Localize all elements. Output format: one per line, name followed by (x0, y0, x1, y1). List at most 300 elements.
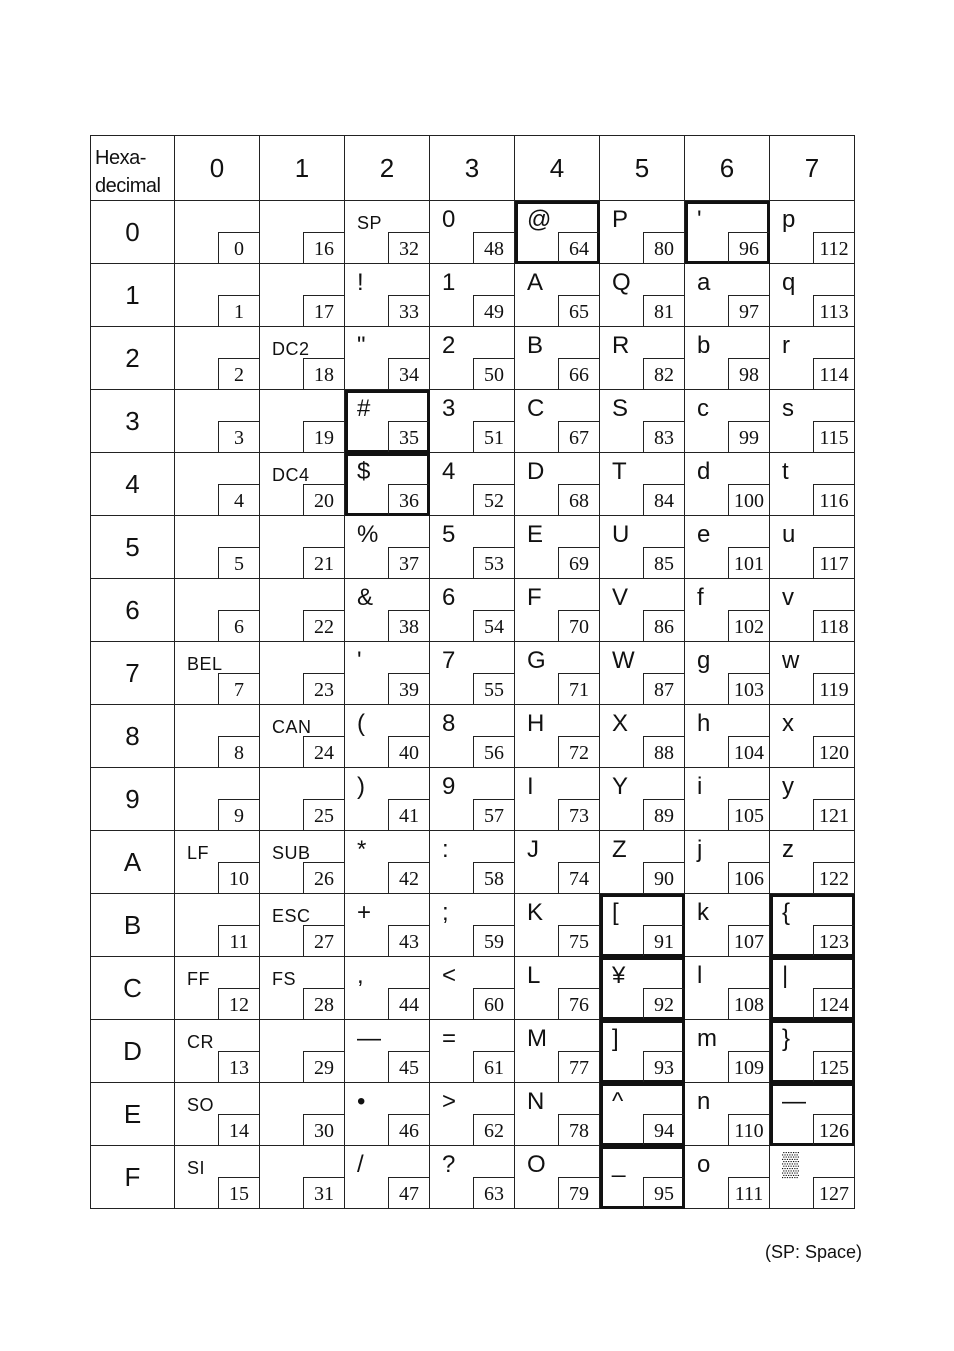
row-header-2: 2 (91, 327, 175, 390)
column-header-3: 3 (430, 136, 515, 201)
cell-character: — (782, 1088, 806, 1115)
code-cell (770, 1083, 855, 1146)
cell-character: M (527, 1025, 547, 1052)
code-cell (175, 390, 260, 453)
code-cell (685, 642, 770, 705)
code-cell (175, 1083, 260, 1146)
cell-code: 124 (813, 988, 854, 1019)
code-cell (260, 894, 345, 957)
cell-character: c (697, 395, 709, 422)
cell-character: h (697, 710, 711, 737)
code-cell (175, 705, 260, 768)
cell-character: SP (357, 213, 383, 233)
code-cell (345, 201, 430, 264)
cell-code: 73 (558, 799, 599, 830)
row-header-8: 8 (91, 705, 175, 768)
cell-character: _ (612, 1151, 626, 1178)
code-cell (430, 705, 515, 768)
cell-character: B (527, 332, 544, 359)
cell-character: DC2 (272, 339, 310, 359)
cell-code: 71 (558, 673, 599, 704)
cell-character: — (357, 1025, 381, 1052)
code-cell (430, 831, 515, 894)
cell-character: 3 (442, 395, 456, 422)
cell-character: ' (697, 206, 702, 233)
code-cell (345, 894, 430, 957)
cell-code: 41 (388, 799, 429, 830)
cell-character: CAN (272, 717, 312, 737)
cell-code: 56 (473, 736, 514, 767)
code-cell (515, 957, 600, 1020)
cell-code: 47 (388, 1177, 429, 1208)
cell-code: 4 (218, 484, 259, 515)
cell-code: 23 (303, 673, 344, 704)
code-cell (260, 768, 345, 831)
cell-code: 125 (813, 1051, 854, 1082)
code-cell (260, 1146, 345, 1209)
code-table (90, 135, 855, 1209)
code-cell (345, 1083, 430, 1146)
cell-character: + (357, 899, 372, 926)
cell-code: 84 (643, 484, 684, 515)
cell-character: p (782, 206, 796, 233)
cell-code: 19 (303, 421, 344, 452)
cell-character: y (782, 773, 794, 800)
cell-character: ▒ (782, 1151, 800, 1178)
cell-character: ^ (612, 1088, 624, 1115)
code-cell (175, 831, 260, 894)
code-cell (345, 957, 430, 1020)
code-cell (430, 957, 515, 1020)
code-cell (770, 642, 855, 705)
cell-code: 108 (728, 988, 769, 1019)
row-header-0: 0 (91, 201, 175, 264)
row-header-6: 6 (91, 579, 175, 642)
cell-character: FS (272, 969, 297, 989)
cell-character: j (697, 836, 703, 863)
code-cell (260, 516, 345, 579)
cell-code: 15 (218, 1177, 259, 1208)
code-cell (600, 1146, 685, 1209)
code-cell (515, 390, 600, 453)
cell-character: ( (357, 710, 365, 737)
character-code-chart (90, 135, 855, 1209)
code-cell (345, 1146, 430, 1209)
column-header-4: 4 (515, 136, 600, 201)
cell-character: 7 (442, 647, 456, 674)
footnote: (SP: Space) (764, 1242, 862, 1262)
cell-character: z (782, 836, 794, 863)
code-cell (175, 1020, 260, 1083)
cell-character: H (527, 710, 545, 737)
cell-character: u (782, 521, 796, 548)
cell-code: 111 (728, 1177, 769, 1208)
cell-character: " (357, 332, 366, 359)
cell-character: i (697, 773, 703, 800)
table-row (91, 831, 855, 894)
cell-code: 22 (303, 610, 344, 641)
code-cell (430, 768, 515, 831)
cell-code: 46 (388, 1114, 429, 1145)
code-cell (260, 201, 345, 264)
cell-code: 91 (643, 925, 684, 956)
cell-character: $ (357, 458, 371, 485)
code-cell (175, 516, 260, 579)
row-header-3: 3 (91, 390, 175, 453)
cell-character: , (357, 962, 364, 989)
cell-code: 31 (303, 1177, 344, 1208)
code-cell (770, 831, 855, 894)
code-cell (770, 264, 855, 327)
cell-code: 70 (558, 610, 599, 641)
cell-code: 45 (388, 1051, 429, 1082)
code-cell (345, 453, 430, 516)
cell-character: r (782, 332, 790, 359)
cell-code: 10 (218, 862, 259, 893)
code-cell (260, 390, 345, 453)
cell-code: 38 (388, 610, 429, 641)
code-cell (515, 705, 600, 768)
cell-code: 12 (218, 988, 259, 1019)
cell-code: 57 (473, 799, 514, 830)
cell-character: * (357, 836, 367, 863)
code-cell (430, 264, 515, 327)
table-row (91, 768, 855, 831)
table-row (91, 201, 855, 264)
cell-code: 101 (728, 547, 769, 578)
cell-character: m (697, 1025, 717, 1052)
cell-code: 43 (388, 925, 429, 956)
cell-character: SUB (272, 843, 311, 863)
cell-code: 121 (813, 799, 854, 830)
cell-code: 107 (728, 925, 769, 956)
cell-code: 40 (388, 736, 429, 767)
cell-character: : (442, 836, 449, 863)
cell-character: T (612, 458, 627, 485)
row-header-E: E (91, 1083, 175, 1146)
code-cell (345, 642, 430, 705)
code-cell (600, 1083, 685, 1146)
cell-character: G (527, 647, 546, 674)
cell-character: Q (612, 269, 631, 296)
cell-code: 116 (813, 484, 854, 515)
code-cell (515, 201, 600, 264)
code-cell (260, 453, 345, 516)
code-cell (770, 768, 855, 831)
table-row (91, 1020, 855, 1083)
cell-code: 37 (388, 547, 429, 578)
code-cell (770, 201, 855, 264)
code-cell (175, 894, 260, 957)
cell-character: q (782, 269, 796, 296)
cell-character: / (357, 1151, 364, 1178)
cell-character: ¥ (612, 962, 626, 989)
code-cell (175, 1146, 260, 1209)
cell-code: 34 (388, 358, 429, 389)
cell-character: • (357, 1088, 366, 1115)
cell-code: 86 (643, 610, 684, 641)
code-cell (685, 768, 770, 831)
code-cell (175, 201, 260, 264)
cell-code: 68 (558, 484, 599, 515)
cell-code: 20 (303, 484, 344, 515)
cell-code: 36 (388, 484, 429, 515)
cell-code: 81 (643, 295, 684, 326)
code-cell (515, 1146, 600, 1209)
cell-character: 2 (442, 332, 456, 359)
cell-code: 9 (218, 799, 259, 830)
cell-code: 110 (728, 1114, 769, 1145)
cell-character: w (782, 647, 800, 674)
cell-code: 95 (643, 1177, 684, 1208)
cell-code: 7 (218, 673, 259, 704)
cell-code: 99 (728, 421, 769, 452)
code-cell (260, 957, 345, 1020)
cell-code: 26 (303, 862, 344, 893)
cell-character: & (357, 584, 374, 611)
code-cell (600, 768, 685, 831)
code-cell (600, 642, 685, 705)
cell-character: N (527, 1088, 545, 1115)
cell-code: 33 (388, 295, 429, 326)
cell-code: 87 (643, 673, 684, 704)
cell-character: < (442, 962, 457, 989)
code-cell (175, 453, 260, 516)
cell-code: 1 (218, 295, 259, 326)
code-cell (515, 453, 600, 516)
cell-code: 83 (643, 421, 684, 452)
cell-code: 96 (728, 232, 769, 263)
cell-code: 106 (728, 862, 769, 893)
code-cell (600, 264, 685, 327)
code-cell (770, 1020, 855, 1083)
table-row (91, 516, 855, 579)
cell-code: 28 (303, 988, 344, 1019)
code-cell (600, 705, 685, 768)
code-cell (685, 390, 770, 453)
cell-character: D (527, 458, 545, 485)
code-cell (770, 957, 855, 1020)
cell-code: 58 (473, 862, 514, 893)
cell-character: ) (357, 773, 365, 800)
cell-character: 4 (442, 458, 456, 485)
code-cell (260, 642, 345, 705)
row-header-5: 5 (91, 516, 175, 579)
code-cell (430, 1020, 515, 1083)
row-header-9: 9 (91, 768, 175, 831)
cell-character: DC4 (272, 465, 310, 485)
code-cell (345, 390, 430, 453)
code-cell (770, 1146, 855, 1209)
table-body (91, 201, 855, 1209)
code-cell (260, 831, 345, 894)
code-cell (345, 768, 430, 831)
cell-code: 119 (813, 673, 854, 704)
cell-character: t (782, 458, 789, 485)
code-cell (175, 327, 260, 390)
cell-code: 102 (728, 610, 769, 641)
code-cell (345, 327, 430, 390)
code-cell (770, 390, 855, 453)
cell-code: 103 (728, 673, 769, 704)
code-cell (685, 705, 770, 768)
cell-code: 39 (388, 673, 429, 704)
code-cell (175, 642, 260, 705)
code-cell (260, 264, 345, 327)
cell-character: P (612, 206, 629, 233)
cell-character: O (527, 1151, 546, 1178)
cell-code: 14 (218, 1114, 259, 1145)
table-row (91, 327, 855, 390)
code-cell (430, 327, 515, 390)
code-cell (685, 1146, 770, 1209)
table-row (91, 264, 855, 327)
code-cell (685, 1020, 770, 1083)
code-cell (685, 957, 770, 1020)
cell-code: 8 (218, 736, 259, 767)
cell-character: A (527, 269, 544, 296)
cell-code: 3 (218, 421, 259, 452)
cell-character: { (782, 899, 791, 926)
code-cell (685, 327, 770, 390)
cell-character: R (612, 332, 630, 359)
code-cell (260, 1083, 345, 1146)
cell-code: 115 (813, 421, 854, 452)
code-cell (600, 516, 685, 579)
cell-character: e (697, 521, 711, 548)
cell-code: 24 (303, 736, 344, 767)
cell-code: 42 (388, 862, 429, 893)
table-row (91, 957, 855, 1020)
cell-code: 78 (558, 1114, 599, 1145)
cell-code: 75 (558, 925, 599, 956)
code-cell (430, 201, 515, 264)
row-header-4: 4 (91, 453, 175, 516)
code-cell (600, 390, 685, 453)
row-header-C: C (91, 957, 175, 1020)
cell-code: 21 (303, 547, 344, 578)
cell-code: 59 (473, 925, 514, 956)
cell-code: 48 (473, 232, 514, 263)
code-cell (175, 768, 260, 831)
table-row (91, 642, 855, 705)
row-header-1: 1 (91, 264, 175, 327)
code-cell (515, 1020, 600, 1083)
corner-line2: decimal (95, 175, 161, 197)
cell-code: 113 (813, 295, 854, 326)
cell-code: 64 (558, 232, 599, 263)
cell-character: 8 (442, 710, 456, 737)
cell-code: 5 (218, 547, 259, 578)
code-cell (770, 327, 855, 390)
code-cell (770, 516, 855, 579)
code-cell (685, 894, 770, 957)
cell-code: 60 (473, 988, 514, 1019)
corner-header (91, 136, 175, 201)
table-row (91, 1146, 855, 1209)
cell-code: 112 (813, 232, 854, 263)
code-cell (515, 768, 600, 831)
cell-code: 118 (813, 610, 854, 641)
cell-code: 30 (303, 1114, 344, 1145)
code-cell (770, 579, 855, 642)
code-cell (345, 831, 430, 894)
table-row (91, 453, 855, 516)
cell-code: 61 (473, 1051, 514, 1082)
cell-code: 18 (303, 358, 344, 389)
code-cell (515, 264, 600, 327)
cell-character: a (697, 269, 711, 296)
cell-character: # (357, 395, 371, 422)
code-cell (175, 579, 260, 642)
cell-character: 0 (442, 206, 456, 233)
cell-character: ] (612, 1025, 619, 1052)
code-cell (515, 579, 600, 642)
cell-code: 65 (558, 295, 599, 326)
code-cell (600, 831, 685, 894)
cell-character: @ (527, 206, 552, 233)
code-cell (685, 1083, 770, 1146)
code-cell (175, 264, 260, 327)
code-cell (175, 957, 260, 1020)
code-cell (515, 327, 600, 390)
cell-code: 94 (643, 1114, 684, 1145)
cell-code: 27 (303, 925, 344, 956)
cell-code: 50 (473, 358, 514, 389)
cell-code: 2 (218, 358, 259, 389)
code-cell (600, 201, 685, 264)
cell-character: SO (187, 1095, 215, 1115)
cell-code: 16 (303, 232, 344, 263)
code-cell (685, 453, 770, 516)
cell-character: > (442, 1088, 457, 1115)
cell-code: 122 (813, 862, 854, 893)
cell-character: W (612, 647, 635, 674)
cell-code: 105 (728, 799, 769, 830)
code-cell (685, 516, 770, 579)
cell-code: 104 (728, 736, 769, 767)
cell-character: ! (357, 269, 364, 296)
cell-character: k (697, 899, 709, 926)
cell-character: b (697, 332, 711, 359)
cell-character: = (442, 1025, 457, 1052)
cell-character: n (697, 1088, 711, 1115)
cell-code: 62 (473, 1114, 514, 1145)
code-cell (345, 1020, 430, 1083)
cell-code: 109 (728, 1051, 769, 1082)
cell-code: 13 (218, 1051, 259, 1082)
cell-code: 120 (813, 736, 854, 767)
cell-code: 76 (558, 988, 599, 1019)
cell-character: s (782, 395, 794, 422)
code-cell (515, 894, 600, 957)
cell-code: 6 (218, 610, 259, 641)
cell-code: 35 (388, 421, 429, 452)
cell-character: 9 (442, 773, 456, 800)
cell-character: [ (612, 899, 619, 926)
cell-code: 117 (813, 547, 854, 578)
code-cell (430, 1083, 515, 1146)
row-header-A: A (91, 831, 175, 894)
cell-code: 90 (643, 862, 684, 893)
cell-character: FF (187, 969, 210, 989)
code-cell (685, 201, 770, 264)
cell-code: 44 (388, 988, 429, 1019)
cell-character: 5 (442, 521, 456, 548)
code-cell (685, 831, 770, 894)
cell-code: 54 (473, 610, 514, 641)
cell-code: 93 (643, 1051, 684, 1082)
